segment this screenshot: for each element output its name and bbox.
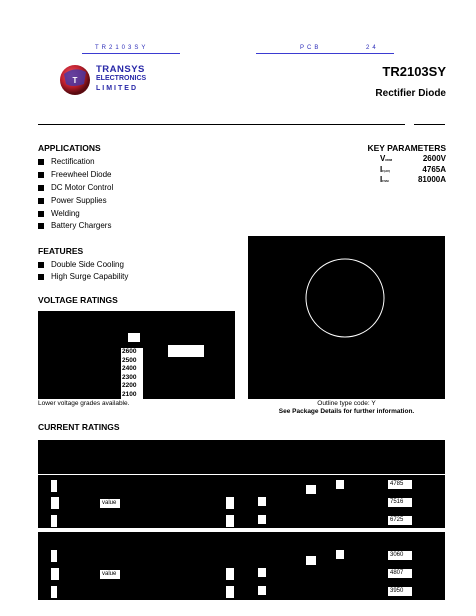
list-item: Rectification: [38, 157, 95, 166]
package-outline-icon: [248, 236, 445, 399]
bullet-icon: [38, 159, 44, 165]
condition-cell: [226, 568, 234, 580]
voltage-value: 2200: [122, 382, 137, 389]
condition-cell: [306, 485, 316, 494]
part-subtitle: Rectifier Diode: [375, 88, 446, 99]
key-param-symbol: VRRM: [380, 154, 393, 163]
title-divider-right: [414, 124, 445, 125]
logo-globe-icon: [58, 62, 94, 98]
company-logo: [58, 62, 158, 98]
current-value: 7516: [388, 498, 412, 507]
title-divider: [38, 124, 405, 125]
condition-cell: [258, 515, 266, 524]
header-left-code: TR2103SY: [95, 45, 149, 51]
condition-cell: [258, 586, 266, 595]
current-value: 3060: [388, 551, 412, 560]
logo-line-3: LIMITED: [96, 85, 138, 92]
header-rule-right: [256, 53, 394, 54]
key-parameters-heading: KEY PARAMETERS: [367, 143, 446, 153]
outline-drawing: [248, 236, 445, 399]
current-value: 6725: [388, 516, 412, 525]
condition-cell: [306, 556, 316, 565]
key-param-symbol: IF(AV): [380, 165, 391, 174]
list-item: DC Motor Control: [38, 183, 113, 192]
key-param-value: 81000A: [417, 175, 446, 184]
voltage-value: 2500: [122, 356, 137, 364]
voltage-note: Lower voltage grades available.: [38, 400, 130, 407]
list-item: Power Supplies: [38, 196, 107, 205]
header-cell: [128, 333, 140, 342]
voltage-value: 2100: [122, 390, 137, 398]
current-value: 3950: [388, 587, 412, 596]
condition-cell: [336, 480, 344, 489]
outline-caption-details: See Package Details for further information.: [278, 408, 415, 415]
list-item: Freewheel Diode: [38, 170, 111, 179]
symbol-cell: [51, 586, 57, 598]
voltage-value: 2300: [122, 373, 137, 381]
parameter-label: value: [100, 499, 120, 508]
list-item: Welding: [38, 209, 80, 218]
part-number-title: TR2103SY: [382, 64, 446, 79]
bullet-icon: [38, 185, 44, 191]
current-value: 4785: [388, 480, 412, 489]
bullet-icon: [38, 274, 44, 280]
symbol-cell: [51, 550, 57, 562]
list-item: High Surge Capability: [38, 272, 128, 281]
key-param-value: 2600V: [422, 154, 446, 163]
voltage-value: 2600: [122, 348, 137, 355]
condition-cell: [226, 515, 234, 527]
bullet-icon: [38, 211, 44, 217]
symbol-cell: [51, 515, 57, 527]
list-item: Double Side Cooling: [38, 260, 124, 269]
header-rule-left: [82, 53, 180, 54]
row-divider: [38, 474, 445, 475]
parameter-label: value: [100, 570, 120, 579]
condition-cell: [258, 568, 266, 577]
key-param-value: 4765A: [422, 165, 446, 174]
voltage-values-column: [121, 348, 143, 399]
svg-text:T: T: [72, 76, 78, 85]
applications-heading: APPLICATIONS: [38, 143, 101, 153]
condition-cell: [226, 586, 234, 598]
logo-line-1: TRANSYS: [96, 64, 145, 75]
bullet-icon: [38, 223, 44, 229]
bullet-icon: [38, 262, 44, 268]
symbol-cell: [51, 497, 59, 509]
current-ratings-heading: CURRENT RATINGS: [38, 422, 120, 432]
current-value: 4807: [388, 569, 412, 578]
symbol-cell: [51, 568, 59, 580]
bullet-icon: [38, 198, 44, 204]
current-ratings-block-1: [38, 440, 445, 528]
outline-caption: Outline type code: Y: [317, 400, 376, 407]
voltage-ratings-heading: VOLTAGE RATINGS: [38, 295, 118, 305]
logo-line-2: ELECTRONICS: [96, 75, 147, 82]
condition-cell: [226, 497, 234, 509]
voltage-value: 2400: [122, 365, 137, 372]
bullet-icon: [38, 172, 44, 178]
symbol-cell: [51, 480, 57, 492]
condition-cell: [336, 550, 344, 559]
voltage-ratings-table: [38, 311, 235, 399]
list-item: Battery Chargers: [38, 221, 111, 230]
current-ratings-block-2: [38, 532, 445, 600]
header-cell: [168, 345, 204, 357]
condition-cell: [258, 497, 266, 506]
header-right-code: PCB 24: [300, 45, 379, 51]
key-param-symbol: IFSM: [380, 175, 389, 184]
features-heading: FEATURES: [38, 246, 84, 256]
